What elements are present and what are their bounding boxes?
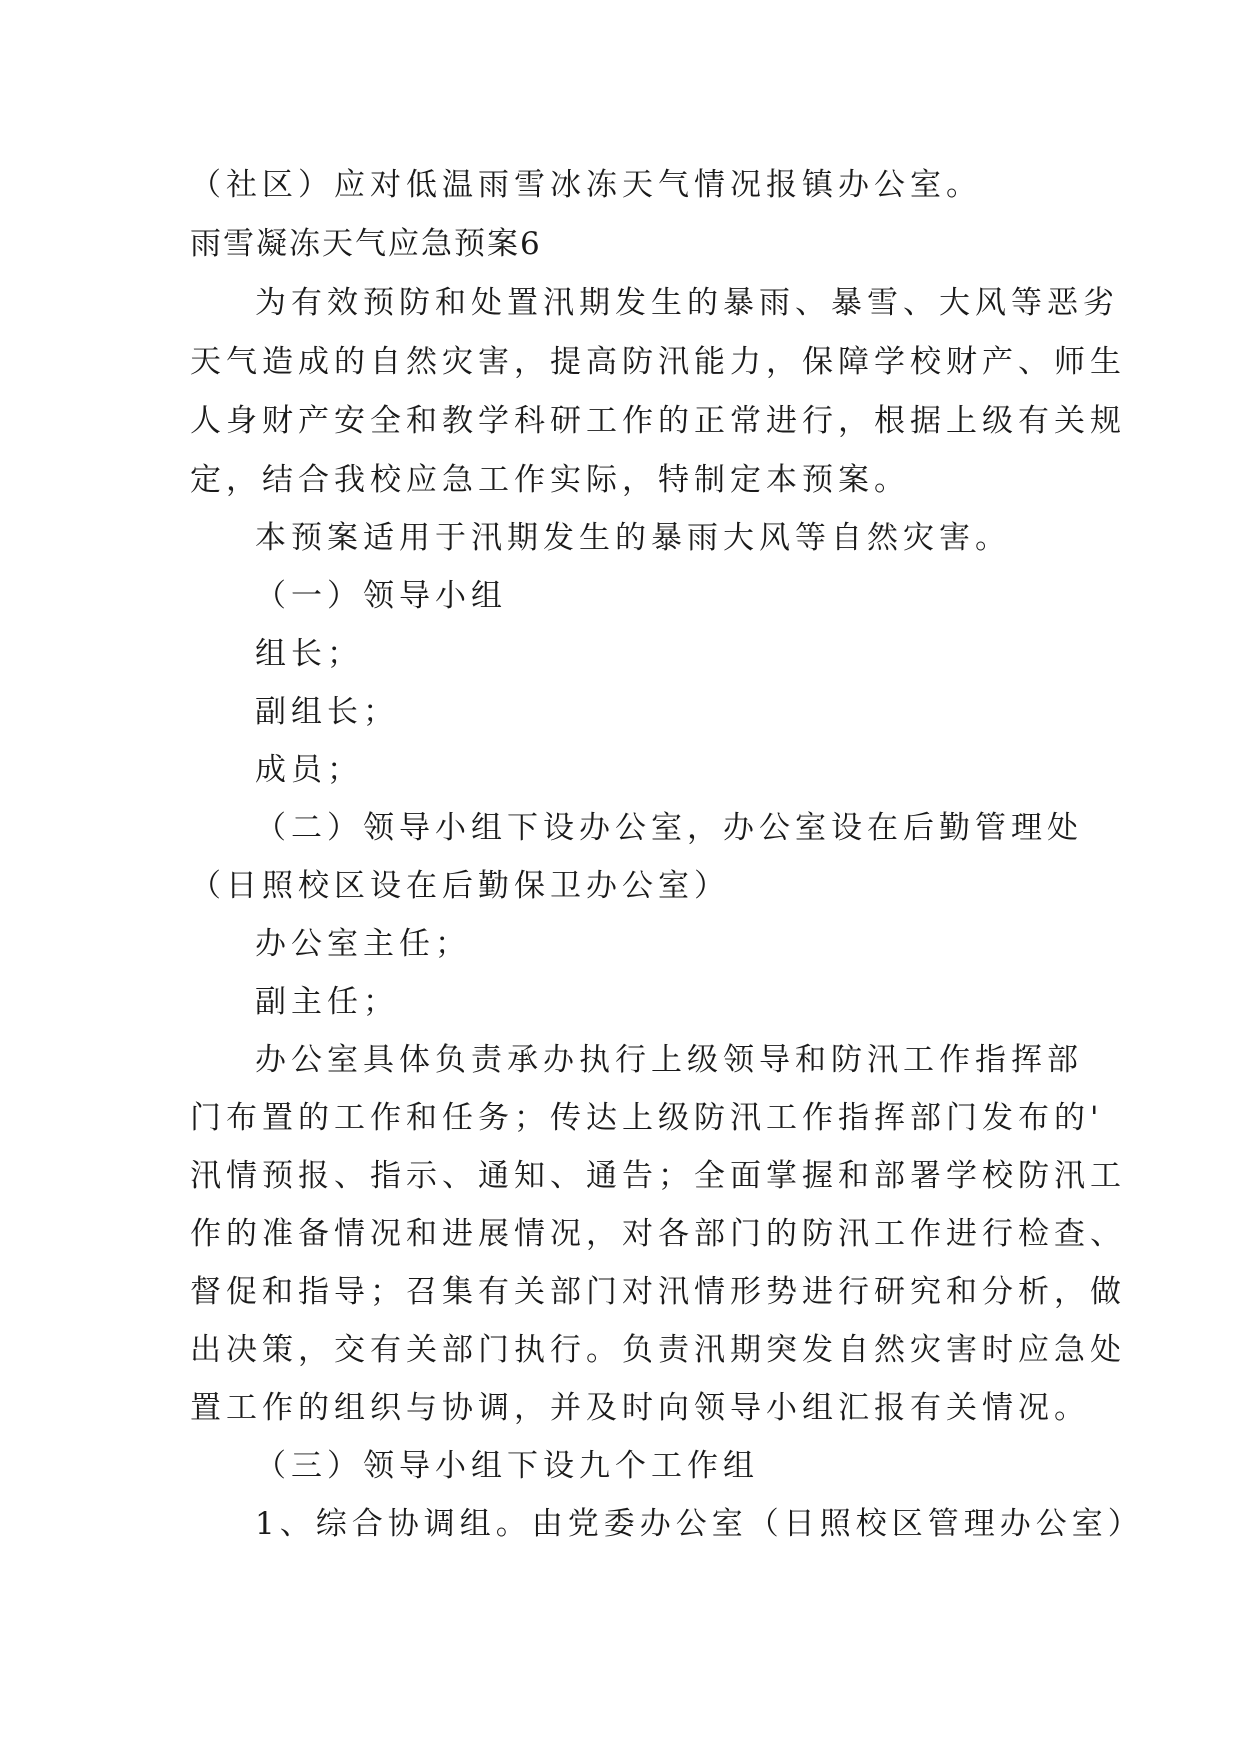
text-line: 组长； xyxy=(255,636,363,672)
text-line: 办公室具体负责承办执行上级领导和防汛工作指挥部 xyxy=(255,1042,1083,1078)
text-line: 督促和指导；召集有关部门对汛情形势进行研究和分析，做 xyxy=(190,1274,1126,1310)
subheading-leadership-group: （一）领导小组 xyxy=(255,578,507,614)
text-line: 天气造成的自然灾害，提高防汛能力，保障学校财产、师生 xyxy=(190,344,1126,380)
text-line: 出决策，交有关部门执行。负责汛期突发自然灾害时应急处 xyxy=(190,1332,1126,1368)
text-line: 本预案适用于汛期发生的暴雨大风等自然灾害。 xyxy=(255,520,1011,556)
text-line: 人身财产安全和教学科研工作的正常进行，根据上级有关规 xyxy=(190,403,1126,439)
text-line: 为有效预防和处置汛期发生的暴雨、暴雪、大风等恶劣 xyxy=(255,285,1119,321)
text-line: 成员； xyxy=(255,752,363,788)
subheading-office: （二）领导小组下设办公室，办公室设在后勤管理处 xyxy=(255,810,1083,846)
text-line: 置工作的组织与协调，并及时向领导小组汇报有关情况。 xyxy=(190,1390,1090,1426)
text-line: 副主任； xyxy=(255,984,399,1020)
text-line: （日照校区设在后勤保卫办公室） xyxy=(190,868,730,904)
text-line: 办公室主任； xyxy=(255,926,471,962)
text-line: 门布置的工作和任务；传达上级防汛工作指挥部门发布的' xyxy=(190,1100,1104,1136)
text-line: 副组长； xyxy=(255,694,399,730)
text-line: 汛情预报、指示、通知、通告；全面掌握和部署学校防汛工 xyxy=(190,1158,1126,1194)
text-line: （社区）应对低温雨雪冰冻天气情况报镇办公室。 xyxy=(190,167,982,203)
text-line: 1、综合协调组。由党委办公室（日照校区管理办公室） xyxy=(255,1506,1144,1542)
section-heading: 雨雪凝冻天气应急预案6 xyxy=(190,226,542,262)
text-line: 作的准备情况和进展情况，对各部门的防汛工作进行检查、 xyxy=(190,1216,1126,1252)
text-line: 定，结合我校应急工作实际，特制定本预案。 xyxy=(190,462,910,498)
subheading-work-groups: （三）领导小组下设九个工作组 xyxy=(255,1448,759,1484)
